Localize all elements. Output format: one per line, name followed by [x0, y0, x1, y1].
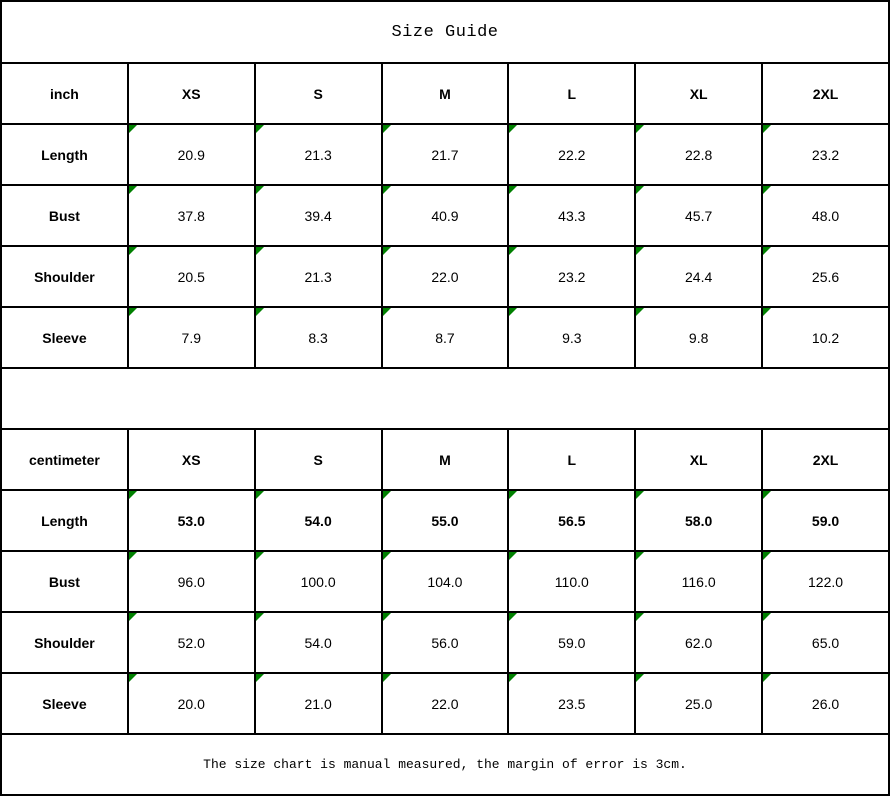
cell-value: 20.0 [177, 695, 205, 712]
table-row [1, 185, 889, 246]
cell-flag-triangle-icon [509, 308, 517, 316]
cell-flag-triangle-icon [383, 552, 391, 560]
cell-flag-triangle-icon [129, 308, 137, 316]
size-header-2xl: 2XL [762, 63, 889, 124]
value-cell [508, 612, 635, 673]
cell-flag-triangle-icon [129, 674, 137, 682]
cell-value: 8.3 [308, 329, 328, 346]
value-cell [508, 490, 635, 551]
value-cell [128, 612, 255, 673]
cell-value: 21.3 [304, 268, 332, 285]
cell-value: 22.2 [558, 146, 586, 163]
cell-flag-triangle-icon [383, 674, 391, 682]
footer-row [1, 734, 889, 795]
cell-flag-triangle-icon [256, 247, 264, 255]
table-row [1, 490, 889, 551]
cell-value: 56.0 [431, 634, 459, 651]
cell-flag-triangle-icon [636, 552, 644, 560]
cell-value: 9.8 [688, 329, 709, 346]
value-cell [382, 307, 509, 368]
cell-value: 45.7 [685, 207, 713, 224]
value-cell [508, 124, 635, 185]
value-cell [635, 246, 762, 307]
value-cell [508, 185, 635, 246]
inch-header-row [1, 63, 889, 124]
cell-flag-triangle-icon [383, 125, 391, 133]
value-cell [762, 307, 889, 368]
cell-flag-triangle-icon [256, 308, 264, 316]
cell-value: 20.5 [177, 268, 205, 285]
size-header-xl: XL [635, 429, 762, 490]
value-cell [255, 246, 382, 307]
cell-value: 23.2 [811, 146, 840, 163]
cell-flag-triangle-icon [383, 491, 391, 499]
value-cell [762, 185, 889, 246]
value-cell [762, 551, 889, 612]
table-row [1, 612, 889, 673]
value-cell [255, 612, 382, 673]
value-cell [762, 246, 889, 307]
value-cell [382, 673, 509, 734]
size-header-2xl: 2XL [762, 429, 889, 490]
value-cell [255, 185, 382, 246]
cell-value: 65.0 [811, 634, 840, 651]
value-cell [382, 490, 509, 551]
title-row [1, 1, 889, 63]
row-label: Shoulder [1, 246, 128, 307]
row-label: Shoulder [1, 612, 128, 673]
cell-flag-triangle-icon [509, 491, 517, 499]
size-header-xs: XS [128, 63, 255, 124]
cell-value: 22.8 [685, 146, 713, 163]
value-cell [128, 490, 255, 551]
footer-note: The size chart is manual measured, the margin of error is 3cm. [1, 734, 889, 795]
value-cell [635, 185, 762, 246]
cell-value: 22.0 [431, 268, 459, 285]
cell-flag-triangle-icon [383, 247, 391, 255]
cell-flag-triangle-icon [636, 613, 644, 621]
cell-flag-triangle-icon [763, 613, 771, 621]
cell-flag-triangle-icon [256, 491, 264, 499]
cell-flag-triangle-icon [509, 125, 517, 133]
cell-flag-triangle-icon [129, 613, 137, 621]
cell-value: 21.7 [431, 146, 459, 163]
cell-value: 20.9 [177, 146, 205, 163]
cell-flag-triangle-icon [763, 308, 771, 316]
cell-value: 43.3 [558, 207, 586, 224]
value-cell [255, 551, 382, 612]
value-cell [508, 246, 635, 307]
cell-value: 116.0 [681, 573, 716, 590]
cell-flag-triangle-icon [509, 552, 517, 560]
value-cell [382, 185, 509, 246]
cell-value: 62.0 [685, 634, 713, 651]
cell-value: 39.4 [304, 207, 332, 224]
size-header-xs: XS [128, 429, 255, 490]
cell-value: 25.0 [685, 695, 713, 712]
value-cell [128, 124, 255, 185]
cell-value: 104.0 [427, 573, 463, 590]
row-label: Sleeve [1, 307, 128, 368]
table-row [1, 673, 889, 734]
cell-value: 40.9 [431, 207, 459, 224]
value-cell [635, 673, 762, 734]
size-header-xl: XL [635, 63, 762, 124]
size-header-m: M [382, 63, 509, 124]
cell-value: 8.7 [435, 329, 455, 346]
cell-value: 22.0 [431, 695, 459, 712]
gap-cell [1, 368, 889, 429]
cell-value: 23.2 [558, 268, 586, 285]
cell-flag-triangle-icon [129, 247, 137, 255]
table-row [1, 551, 889, 612]
cell-value: 59.0 [811, 512, 840, 529]
cell-value: 53.0 [177, 512, 205, 529]
value-cell [382, 612, 509, 673]
row-label: Length [1, 124, 128, 185]
cell-value: 55.0 [431, 512, 459, 529]
size-header-s: S [255, 429, 382, 490]
value-cell [635, 551, 762, 612]
cell-value: 58.0 [685, 512, 713, 529]
value-cell [762, 612, 889, 673]
cell-flag-triangle-icon [383, 308, 391, 316]
cell-value: 96.0 [177, 573, 205, 590]
value-cell [128, 551, 255, 612]
cell-value: 7.9 [181, 329, 201, 346]
cell-value: 110.0 [554, 573, 589, 590]
cell-flag-triangle-icon [636, 491, 644, 499]
value-cell [382, 551, 509, 612]
cell-value: 52.0 [177, 634, 205, 651]
size-header-m: M [382, 429, 509, 490]
value-cell [128, 185, 255, 246]
value-cell [635, 307, 762, 368]
value-cell [128, 246, 255, 307]
size-header-s: S [255, 63, 382, 124]
cell-flag-triangle-icon [256, 125, 264, 133]
cell-flag-triangle-icon [129, 491, 137, 499]
value-cell [508, 673, 635, 734]
cell-flag-triangle-icon [763, 247, 771, 255]
value-cell [255, 307, 382, 368]
cell-flag-triangle-icon [636, 308, 644, 316]
cell-value: 21.3 [304, 146, 332, 163]
row-label: Bust [1, 551, 128, 612]
cell-value: 100.0 [300, 573, 336, 590]
cell-flag-triangle-icon [509, 247, 517, 255]
row-label: Sleeve [1, 673, 128, 734]
cell-flag-triangle-icon [636, 674, 644, 682]
cell-value: 56.5 [558, 512, 586, 529]
cell-flag-triangle-icon [256, 186, 264, 194]
cell-flag-triangle-icon [763, 552, 771, 560]
value-cell [255, 673, 382, 734]
cell-flag-triangle-icon [383, 186, 391, 194]
cell-value: 54.0 [304, 512, 332, 529]
value-cell [128, 307, 255, 368]
cell-value: 9.3 [562, 329, 582, 346]
cell-value: 21.0 [304, 695, 332, 712]
cell-flag-triangle-icon [129, 552, 137, 560]
cell-value: 59.0 [558, 634, 586, 651]
gap-row [1, 368, 889, 429]
cell-value: 25.6 [811, 268, 840, 285]
cell-flag-triangle-icon [763, 186, 771, 194]
cell-flag-triangle-icon [763, 125, 771, 133]
cell-flag-triangle-icon [636, 125, 644, 133]
value-cell [508, 551, 635, 612]
row-label: Length [1, 490, 128, 551]
value-cell [128, 673, 255, 734]
cell-value: 122.0 [808, 573, 844, 590]
cell-value: 23.5 [558, 695, 586, 712]
cell-flag-triangle-icon [636, 186, 644, 194]
cell-flag-triangle-icon [383, 613, 391, 621]
cell-flag-triangle-icon [509, 613, 517, 621]
page-title: Size Guide [1, 1, 889, 63]
cm-header-row [1, 429, 889, 490]
table-row [1, 246, 889, 307]
table-row [1, 124, 889, 185]
size-header-l: L [508, 63, 635, 124]
size-header-l: L [508, 429, 635, 490]
value-cell [762, 673, 889, 734]
value-cell [762, 490, 889, 551]
value-cell [508, 307, 635, 368]
table-row [1, 307, 889, 368]
cell-value: 54.0 [304, 634, 332, 651]
value-cell [635, 612, 762, 673]
unit-header-inch: inch [1, 63, 128, 124]
cell-value: 10.2 [811, 329, 840, 346]
cell-value: 48.0 [811, 207, 840, 224]
cell-flag-triangle-icon [256, 674, 264, 682]
value-cell [635, 124, 762, 185]
value-cell [382, 124, 509, 185]
cell-flag-triangle-icon [509, 674, 517, 682]
cell-flag-triangle-icon [256, 613, 264, 621]
cell-flag-triangle-icon [256, 552, 264, 560]
value-cell [382, 246, 509, 307]
cell-value: 26.0 [811, 695, 840, 712]
value-cell [635, 490, 762, 551]
cell-value: 37.8 [177, 207, 205, 224]
cell-flag-triangle-icon [509, 186, 517, 194]
cell-value: 24.4 [685, 268, 713, 285]
cell-flag-triangle-icon [763, 674, 771, 682]
cell-flag-triangle-icon [129, 186, 137, 194]
cell-flag-triangle-icon [763, 491, 771, 499]
value-cell [255, 490, 382, 551]
cell-flag-triangle-icon [129, 125, 137, 133]
value-cell [762, 124, 889, 185]
unit-header-centimeter: centimeter [1, 429, 128, 490]
value-cell [255, 124, 382, 185]
row-label: Bust [1, 185, 128, 246]
cell-flag-triangle-icon [636, 247, 644, 255]
